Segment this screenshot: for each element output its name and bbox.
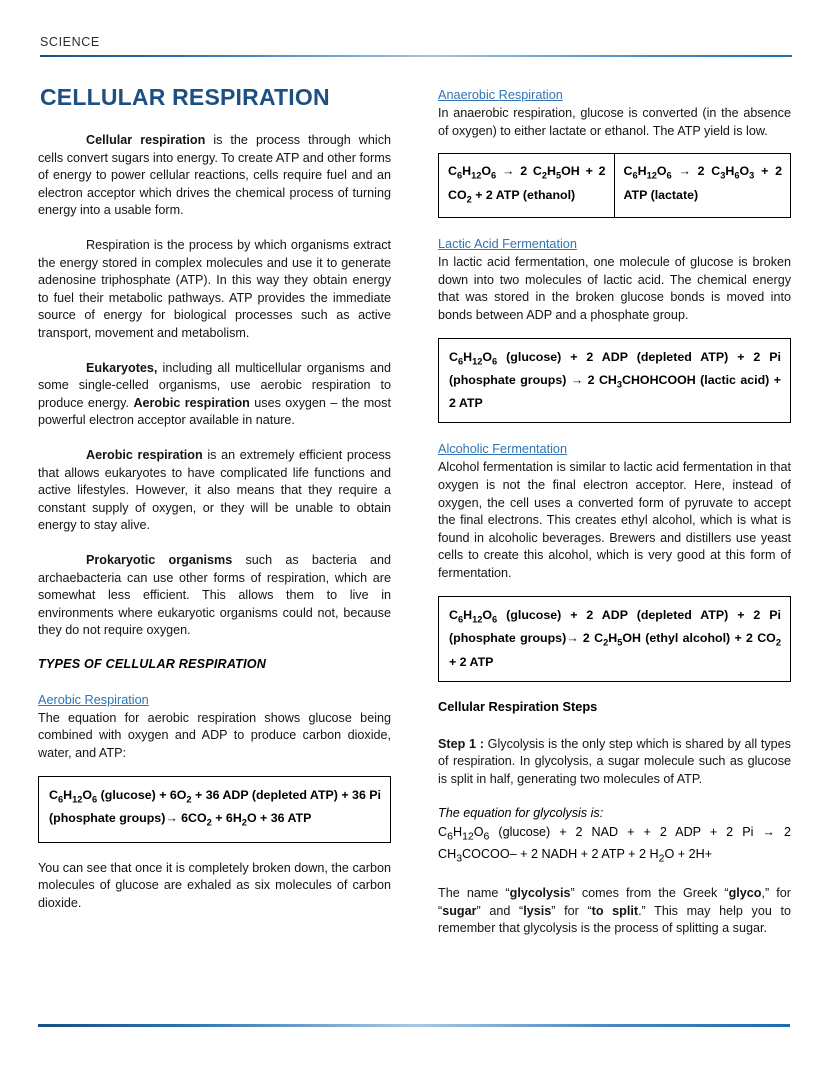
- term-lysis: lysis: [523, 903, 552, 918]
- left-column: [38, 132, 391, 955]
- equation-box-lactic: [438, 338, 791, 424]
- step-label: Step 1 :: [438, 736, 484, 751]
- paragraph-aerobic-equation-intro: [38, 710, 391, 763]
- paragraph-text: Glycolysis is the only step which is shared by all types of respiration. In glycolysis, a sugar molecule such as glucose is split in half, generating two molecules of ATP.: [438, 736, 791, 786]
- equation-anaerobic-ethanol: $C_6H_{12}O_6 \to 2$ $C_2H_5OH + 2$ $CO_2 + 2$ ATP (ethanol): [448, 164, 606, 205]
- paragraph-respiration-definition: [38, 237, 391, 343]
- glycolysis-equation: $C_6H_{12}O_6$ (glucose) + 2 NAD + + 2 ADP + 2 Pi → 2 $CH_3COCOO- + 2$ NADH + 2 ATP + 2 $H_2O + 2H+$: [438, 824, 791, 865]
- paragraph-text-end: uses oxygen – the most powerful electron acceptor available in nature.: [38, 395, 391, 428]
- subheading-aerobic-respiration-wrap: [38, 691, 391, 709]
- equation-lactic-acid-fermentation: $C_6H_{12}O_6$ (glucose) + 2 ADP (depleted ATP) + 2 Pi (phosphate groups) → 2 $CH_3CHOHCOOH$ (lactic acid) + 2 ATP: [449, 349, 781, 411]
- term-glyco: glyco: [728, 886, 762, 901]
- section-heading-types: TYPES OF CELLULAR RESPIRATION: [38, 656, 267, 671]
- paragraph-text: Alcohol fermentation is similar to lactic acid fermentation in that oxygen is not the final electron acceptor. Here, instead of oxygen, the cell uses a converted form of pyruvate to accept the final electrons. This creates ethyl alcohol, which is what is found in alcoholic beverages. Brewers and distillers use yeast cells to create this alcohol, which is very good at this form of fermentation.: [438, 460, 791, 581]
- page-title: CELLULAR RESPIRATION: [40, 83, 330, 110]
- paragraph-text: The equation for aerobic respiration shows glucose being combined with oxygen and ADP to produce carbon dioxide, water, and ATP:: [38, 710, 391, 761]
- equation-box-anaerobic: [438, 153, 791, 218]
- paragraph-prokaryotic-organisms: [38, 552, 391, 640]
- paragraph-lactic-intro: [438, 254, 791, 324]
- footer-divider-rule: [38, 1024, 790, 1027]
- paragraph-lead-bold: Prokaryotic organisms: [86, 552, 233, 567]
- document-header: [38, 36, 790, 57]
- text-part: ” comes from the Greek “: [570, 886, 729, 901]
- equation-alcoholic-fermentation: $C_6H_{12}O_6$ (glucose) + 2 ADP (depleted ATP) + 2 Pi (phosphate groups)→ 2 $C_2H_5OH$ (ethyl alcohol) + 2 $CO_2 + 2$ ATP: [449, 607, 781, 669]
- paragraph-glycolysis-etymology: [438, 885, 791, 938]
- paragraph-lead-bold: Cellular respiration: [86, 133, 206, 148]
- subheading-lactic-acid-fermentation-wrap: [438, 235, 791, 253]
- term-sugar: sugar: [442, 903, 477, 918]
- subheading-aerobic-respiration[interactable]: Aerobic Respiration: [38, 692, 149, 707]
- subheading-lactic-acid-fermentation[interactable]: Lactic Acid Fermentation: [438, 237, 577, 252]
- section-heading-cellular-respiration-steps: Cellular Respiration Steps: [438, 698, 598, 714]
- paragraph-lead-bold: Aerobic respiration: [86, 447, 203, 462]
- text-part: ,” for “: [438, 886, 792, 918]
- paragraph-aerobic-efficiency: [38, 447, 391, 535]
- paragraph-aerobic-closing: [38, 860, 391, 913]
- glycolysis-equation-label: The equation for glycolysis is:: [438, 806, 604, 821]
- right-column: [438, 86, 791, 955]
- paragraph-anaerobic-intro: [438, 105, 791, 140]
- equation-cell-lactate: [615, 154, 791, 217]
- subheading-anaerobic-respiration-wrap: [438, 86, 791, 104]
- paragraph-text: Respiration is the process by which organisms extract the energy stored in complex molecules and use it to generate adenosine triphosphate (ATP). In this way they obtain energy to fuel their metabolic pathways. ATP provides the immediate source of energy for biological processes such as active transport, movement and metabolism.: [38, 238, 391, 340]
- subheading-alcoholic-fermentation[interactable]: Alcoholic Fermentation: [438, 442, 568, 457]
- term-glycolysis: glycolysis: [509, 886, 571, 901]
- paragraph-step-1: [438, 736, 791, 789]
- text-part: ” and “: [476, 903, 524, 918]
- equation-box-aerobic: [38, 776, 391, 843]
- subheading-alcoholic-fermentation-wrap: [438, 440, 791, 458]
- paragraph-cellular-respiration: [38, 132, 391, 220]
- paragraph-text: such as bacteria and archaebacteria can use other forms of respiration, which are somewhat less efficient. This allows them to live in environments where eukaryotic organisms could not, because they do not require oxygen.: [38, 552, 392, 638]
- paragraph-text: is an extremely efficient process that allows eukaryotes to have complicated life functions and active lifestyles. However, it also means that they require a constant supply of oxygen, or they will be unable to obtain energy to stay alive.: [38, 447, 391, 533]
- text-part: The name “: [438, 886, 510, 901]
- equation-cell-ethanol: [439, 154, 615, 217]
- equation-aerobic-respiration: $C_6H_{12}O_6$ $(glucose) + 6O_2 + 36$ ADP (depleted ATP) + 36 Pi (phosphate groups)→ $6CO_2 + 6H_2O + 36$ ATP: [49, 787, 381, 828]
- paragraph-inline-bold: Aerobic respiration: [133, 395, 250, 410]
- two-column-body: [38, 88, 792, 955]
- paragraph-lead-bold: Eukaryotes,: [86, 360, 158, 375]
- equation-box-alcoholic: [438, 596, 791, 682]
- subheading-anaerobic-respiration[interactable]: Anaerobic Respiration: [438, 88, 563, 103]
- text-part: ” for “: [551, 903, 592, 918]
- term-to-split: to split: [591, 903, 639, 918]
- equation-anaerobic-lactate: $C_6H_{12}O_6 \to 2$ $C_3H_6O_3 + 2$ ATP (lactate): [623, 164, 782, 202]
- header-kicker: SCIENCE: [40, 35, 100, 49]
- paragraph-text: including all multicellular organisms and some single-celled organisms, use aerobic respiration to produce energy.: [38, 360, 391, 410]
- paragraph-eukaryotes: [38, 360, 391, 430]
- paragraph-alcoholic-intro: [438, 459, 791, 582]
- paragraph-text: In lactic acid fermentation, one molecule of glucose is broken down into two molecules of lactic acid. The chemical energy that was stored in the broken glucose bonds is moved into bonds between ADP and a phosphate group.: [438, 255, 791, 322]
- text-part: .” This may help you to remember that glycolysis is the process of splitting a sugar.: [438, 903, 791, 936]
- paragraph-text: You can see that once it is completely broken down, the carbon molecules of glucose are exhaled as six molecules of carbon dioxide.: [38, 860, 391, 910]
- paragraph-text: In anaerobic respiration, glucose is converted (in the absence of oxygen) to either lactate or ethanol. The ATP yield is low.: [438, 106, 791, 138]
- paragraph-text: is the process through which cells convert sugars into energy. To create ATP and other forms of energy to power cellular reactions, cells require fuel and an electron acceptor which drives the chemical process of turning energy into a usable form.: [38, 133, 391, 218]
- header-divider-rule: [40, 55, 792, 57]
